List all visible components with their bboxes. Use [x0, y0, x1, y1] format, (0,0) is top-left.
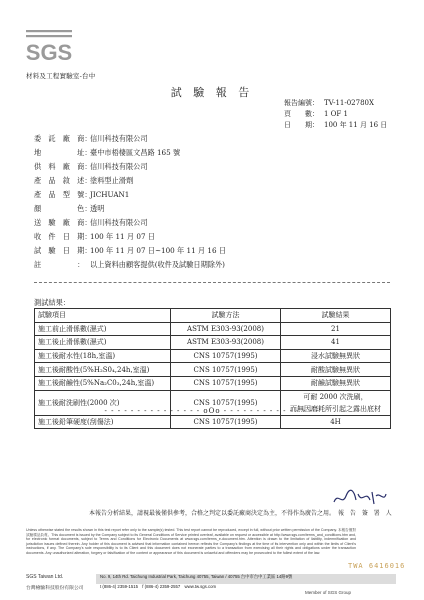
row-method: CNS 10757(1995) [171, 415, 281, 429]
results-label: 測試結果： [34, 298, 70, 307]
report-number: 報告編號： TV-11-02780X [284, 99, 374, 107]
field-description: 產 品 敘 述：塗料型止滑劑 [34, 176, 134, 185]
row-method: CNS 10757(1995) [171, 390, 281, 415]
footer-member: Member of SGS Group [305, 590, 352, 595]
row-result: 可耐 2000 次洗刷， 而無因磨耗所引起之露出底材 [281, 390, 391, 415]
field-test-date: 試 驗 日 期：100 年 11 月 07 日~100 年 11 月 16 日 [34, 246, 227, 255]
footer-company-cn: 台灣檢驗科技股份有限公司 [26, 586, 84, 591]
field-supplier: 供 料 廠 商：信川科技有限公司 [34, 162, 148, 171]
header-item: 試驗項目 [35, 309, 171, 323]
row-item: 施工後耐洗刷性(2000 次) [35, 390, 171, 415]
page-count: 頁 數： 1 OF 1 [284, 110, 348, 118]
end-mark: - - - - - - - - - - - - - - - oOo - - - - - - - - - - - - - - - [104, 407, 320, 415]
row-result: 耐酸試驗無異狀 [281, 363, 391, 377]
field-address: 地 址：臺中市梧棲區文昌路 165 號 [34, 148, 181, 157]
row-item: 施工後耐水性(18h,室溫) [35, 349, 171, 363]
table-row [35, 415, 391, 429]
field-sender: 送 驗 廠 商：信川科技有限公司 [34, 218, 148, 227]
row-item: 施工後耐酸性(5%H₂S0₄,24h,室溫) [35, 363, 171, 377]
row-item: 施工後鉛筆硬度(刮傷法) [35, 415, 171, 429]
header-result: 試驗結果 [281, 309, 391, 323]
footer-company: SGS Taiwan Ltd. [26, 574, 64, 580]
row-result: 4H [281, 415, 391, 429]
footer-address: No. 9, 14th Rd. Taichung Industrial Park, Taichung 40755, Taiwan / 40755 台中市台中工業區 14路9號 [96, 574, 396, 584]
header-method: 試驗方法 [171, 309, 281, 323]
table-row [35, 336, 391, 350]
row-result: 21 [281, 322, 391, 336]
signatory-label: 報 告 簽 署 人 [338, 510, 394, 517]
table-row [35, 363, 391, 377]
field-client: 委 託 廠 商：信川科技有限公司 [34, 134, 148, 143]
row-method: CNS 10757(1995) [171, 363, 281, 377]
notice-text: 本報告分析結果，請視最後僅供參考，合格之判定以委託廠商決定為主，不得作為廣告之用。 [88, 510, 335, 517]
table-row [35, 322, 391, 336]
signature-scribble-icon [330, 488, 390, 508]
field-note: 註 ： 以上資料由顧客提供(收件及試驗日期除外) [34, 260, 225, 269]
logo-text: SGS [26, 40, 72, 65]
row-item: 施工後耐鹼性(5%Na₂C0₃,24h,室溫) [35, 376, 171, 390]
row-result: 耐鹼試驗無異狀 [281, 376, 391, 390]
table-row [35, 349, 391, 363]
divider-top [34, 282, 390, 283]
serial-number: TWA 6416016 [348, 562, 406, 570]
lab-name: 材料及工程實驗室-台中 [26, 72, 96, 80]
field-model: 產 品 型 號：JICHUAN1 [34, 190, 130, 199]
row-result: 浸水試驗無異狀 [281, 349, 391, 363]
table-row [35, 376, 391, 390]
field-color: 顏 色：透明 [34, 204, 105, 213]
row-result: 41 [281, 336, 391, 350]
row-method: ASTM E303-93(2008) [171, 322, 281, 336]
row-item: 施工前止滑係數(濕式) [35, 322, 171, 336]
footer-contact: t (886-4) 2359-1515 f (886-4) 2359-2557 www.tw.sgs.com [100, 584, 217, 589]
row-method: CNS 10757(1995) [171, 376, 281, 390]
table-header-row [35, 309, 391, 323]
row-method: ASTM E303-93(2008) [171, 336, 281, 350]
field-received-date: 收 件 日 期：100 年 11 月 07 日 [34, 232, 155, 241]
report-title: 試 驗 報 告 [170, 86, 254, 99]
sgs-logo [26, 30, 72, 66]
row-method: CNS 10757(1995) [171, 349, 281, 363]
report-date: 日 期： 100 年 11 月 16 日 [284, 121, 388, 129]
row-item: 施工後止滑係數(濕式) [35, 336, 171, 350]
fine-print: Unless otherwise stated the results shown in this test report refer only to the sample(s) tested. This test report cannot be reproduced, except in full, without prior written permission of the Company. 本報告僅對試驗樣品負責。This document is issued by the Company subject to its General Conditions of Service printed overleaf, available on request or accessible at http://www.sgs.com/terms_and_conditions.htm and, for electronic format documents, subject to Terms and Conditions for Electronic Documents at www.sgs.com/terms_e-document.htm. Attention is drawn to the limitation of liability, indemnification and jurisdiction issues defined therein. Any holder of this document is advised that information contained hereon reflects the Company's findings at the time of its intervention only and within the limits of Client's instructions, if any. The Company's sole responsibility is to its Client and this document does not exonerate parties to a transaction from exercising all their rights and obligations under the transaction documents. Any unauthorized alteration, forgery or falsification of the content or appearance of this document is unlawful and offenders may be prosecuted to the fullest extent of the law. [26, 528, 356, 555]
